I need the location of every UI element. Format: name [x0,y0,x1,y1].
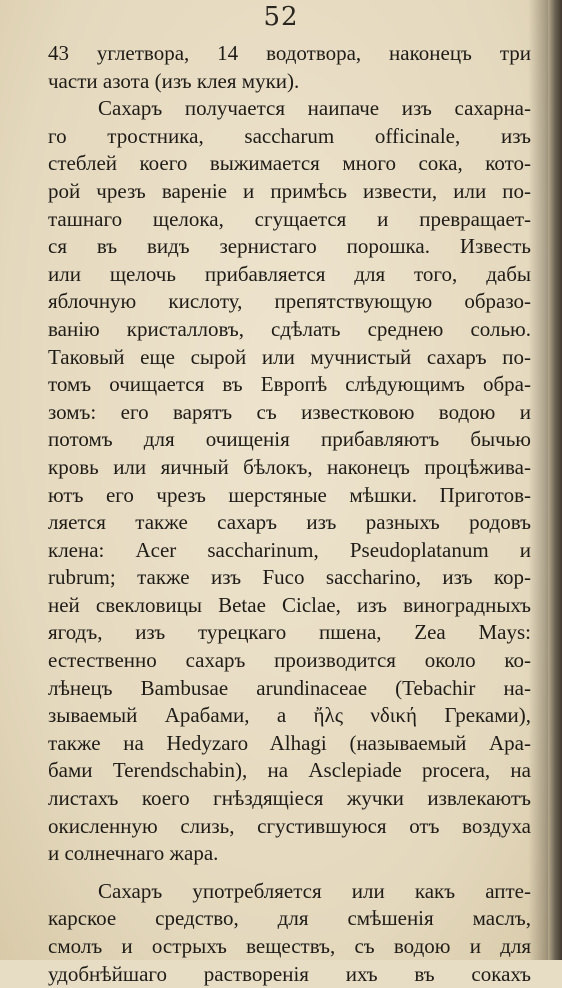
text-line: удобнѣйшаго растворенія ихъ въ сокахъ [48,961,531,986]
text-line: потомъ для очищенія прибавляютъ бычью [48,427,531,452]
text-line: ся въ видъ зернистаго порошка. Известь [48,234,531,259]
text-line: Таковый еще сырой или мучнистый сахаръ по- [48,344,531,369]
text-line: смолъ и острыхъ веществъ, съ водою и для [48,934,531,958]
text-line: томъ очищается въ Европѣ слѣдующимъ обра- [48,372,531,397]
text-line: Сахаръ употребляется или какъ апте- [98,878,531,903]
text-line: и солнечнаго жара. [48,841,219,866]
text-line: также на Hedyzaro Alhagi (называемый Ара- [48,730,531,755]
text-line: окисленную слизь, сгустившуюся отъ воздуха [48,813,531,838]
text-line: клена: Acer saccharinum, Pseudoplatanum и [48,537,531,562]
text-line: рой чрезъ вареніе и примѣсь извести, или по- [48,178,531,203]
text-line: листахъ коего гнѣздящіеся жучки извлекаютъ [48,786,531,811]
text-line: Сахаръ получается наипаче изъ сахарна- [98,96,531,121]
text-line: ташнаго щелока, сгущается и превращает- [48,206,531,231]
text-line: ягодъ, изъ турецкаго пшена, Zea Mays: [48,620,531,645]
page-number: 52 [263,2,299,32]
text-line: ней свекловицы Betae Ciclae, изъ виноградныхъ [48,592,531,617]
text-line: 43 углетвора, 14 водотвора, наконецъ три [48,41,531,65]
text-line: яблочную кислоту, препятствующую образо- [48,289,531,314]
text-line: ютъ его чрезъ шерстяные мѣшки. Приготов- [48,482,531,507]
text-line: части азота (изъ клея муки). [48,68,300,93]
text-line: ванію кристалловъ, сдѣлать среднею солью. [48,316,531,341]
text-line: стеблей коего выжимается много сока, кото- [48,151,531,176]
paragraph-gap [48,868,531,878]
text-line: кровь или яичный бѣлокъ, наконецъ процѣжива- [48,454,531,479]
text-line: го тростника, saccharum officinale, изъ [48,123,531,148]
text-line: зомъ: его варятъ съ известковою водою и [48,399,531,424]
text-line: ляется также сахаръ изъ разныхъ родовъ [48,510,531,535]
text-line: зываемый Арабами, а ἤλς νδική Греками), [48,703,531,728]
text-line: лѣнецъ Bambusae arundinaceae (Tebachir на- [48,675,531,700]
body-text [48,40,531,988]
text-line: или щелочь прибавляется для того, дабы [48,261,531,286]
page-edge-shadow [548,0,562,960]
text-line: бами Terendschabin), на Asclepiade procera, на [48,758,531,783]
text-line: rubrum; также изъ Fuco saccharino, изъ кор- [48,565,531,590]
text-line: карское средство, для смѣшенія маслъ, [48,906,531,931]
text-line: естественно сахаръ производится около ко- [48,648,531,673]
